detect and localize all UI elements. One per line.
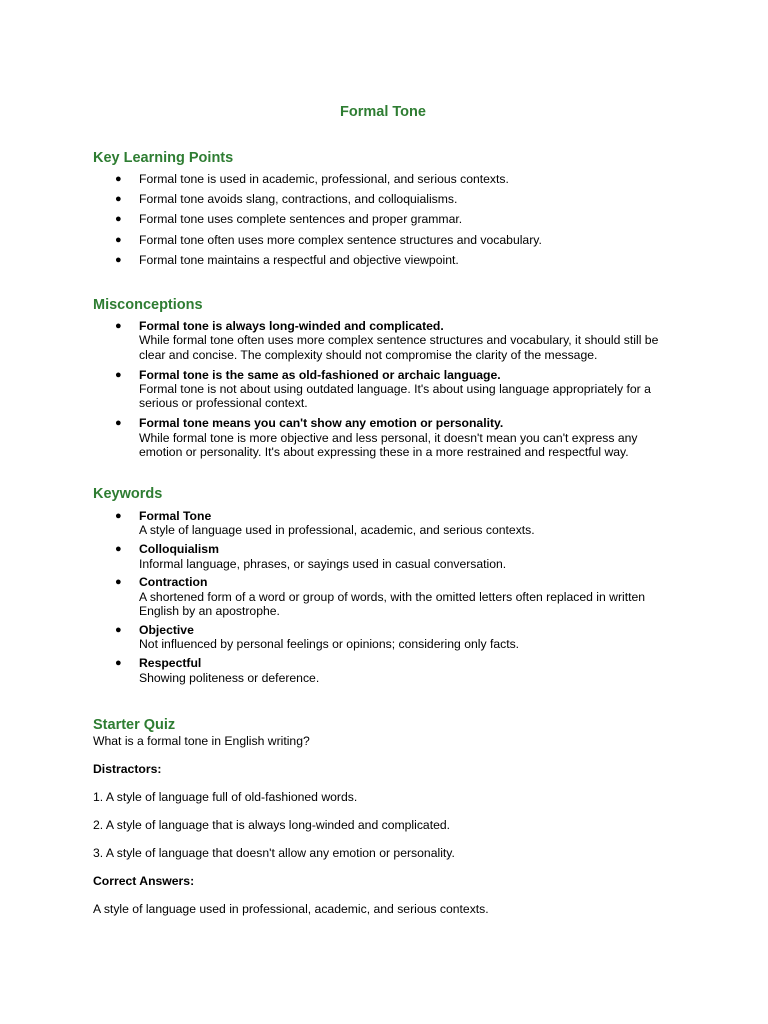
keyword-term: Formal Tone — [139, 509, 212, 523]
starter-quiz-heading: Starter Quiz — [93, 717, 176, 733]
list-item: ● Formal tone maintains a respectful and objective viewpoint. — [115, 252, 459, 267]
distractor-item: 3. A style of language that doesn't allow any emotion or personality. — [93, 846, 455, 860]
keyword-definition: Not influenced by personal feelings or opinions; considering only facts. — [139, 637, 520, 652]
list-item — [93, 623, 683, 652]
bullet-icon: ● — [115, 657, 122, 670]
list-item: ● Formal tone often uses more complex sentence structures and vocabulary. — [115, 232, 542, 247]
misconception-claim: Formal tone means you can't show any emotion or personality. — [139, 416, 504, 431]
bullet-icon: ● — [115, 624, 122, 637]
bullet-icon: ● — [115, 193, 122, 206]
list-item — [93, 509, 683, 538]
keyword-definition: A shortened form of a word or group of words, with the omitted letters often replaced in written English by an apostrophe. — [139, 589, 646, 619]
quiz-question: What is a formal tone in English writing? — [93, 734, 310, 748]
misconception-explanation: Formal tone is not about using outdated language. It's about using language appropriately for a serious or professional context. — [139, 382, 651, 411]
bullet-icon: ● — [115, 543, 122, 556]
misconception-explanation: While formal tone often uses more complex sentence structures and vocabulary, it should still be clear and concise. The complexity should not compromise the clarity of the message. — [139, 333, 659, 362]
correct-answers-label: Correct Answers: — [93, 874, 195, 888]
list-item — [93, 575, 683, 618]
bullet-icon: ● — [115, 253, 122, 266]
list-item: ● Formal tone is used in academic, professional, and serious contexts. — [115, 172, 509, 186]
keyword-definition: Showing politeness or deference. — [139, 670, 320, 685]
list-item: ● Formal tone avoids slang, contractions, and colloquialisms. — [115, 192, 458, 207]
misconceptions-list — [93, 319, 683, 465]
keyword-term: Contraction — [139, 575, 208, 590]
keyword-term: Respectful — [139, 656, 202, 671]
keywords-list — [93, 509, 683, 689]
keyword-definition: Informal language, phrases, or sayings used in casual conversation. — [139, 556, 507, 571]
list-item — [93, 319, 683, 362]
bullet-icon: ● — [115, 233, 122, 246]
list-item — [93, 368, 683, 411]
bullet-icon: ● — [115, 213, 122, 226]
distractor-item: 2. A style of language that is always long-winded and complicated. — [93, 818, 451, 832]
bullet-icon: ● — [115, 510, 122, 522]
key-learning-points-heading: Key Learning Points — [93, 150, 234, 166]
keyword-definition: A style of language used in professional, academic, and serious contexts. — [139, 523, 535, 538]
list-item: ● Formal tone uses complete sentences and proper grammar. — [115, 212, 463, 227]
bullet-icon: ● — [115, 173, 122, 185]
document-title: Formal Tone — [340, 104, 426, 120]
list-item — [93, 416, 683, 459]
bullet-icon: ● — [115, 368, 122, 381]
keyword-term: Colloquialism — [139, 542, 219, 557]
keyword-term: Objective — [139, 623, 194, 638]
distractor-item: 1. A style of language full of old-fashioned words. — [93, 790, 358, 804]
keywords-heading: Keywords — [93, 486, 163, 502]
misconception-claim: Formal tone is the same as old-fashioned or archaic language. — [139, 367, 501, 382]
bullet-icon: ● — [115, 417, 122, 430]
list-item — [93, 542, 683, 571]
bullet-icon: ● — [115, 576, 122, 589]
misconceptions-heading: Misconceptions — [93, 297, 203, 313]
misconception-explanation: While formal tone is more objective and less personal, it doesn't mean you can't express any emotion or personality. It's about expressing these in a more restrained and respectful way. — [139, 430, 638, 460]
key-learning-points-list — [93, 172, 683, 273]
list-item — [93, 656, 683, 685]
correct-answer: A style of language used in professional, academic, and serious contexts. — [93, 902, 489, 916]
distractors-label: Distractors: — [93, 762, 162, 776]
bullet-icon: ● — [115, 320, 122, 332]
misconception-claim: Formal tone is always long-winded and complicated. — [139, 319, 444, 333]
